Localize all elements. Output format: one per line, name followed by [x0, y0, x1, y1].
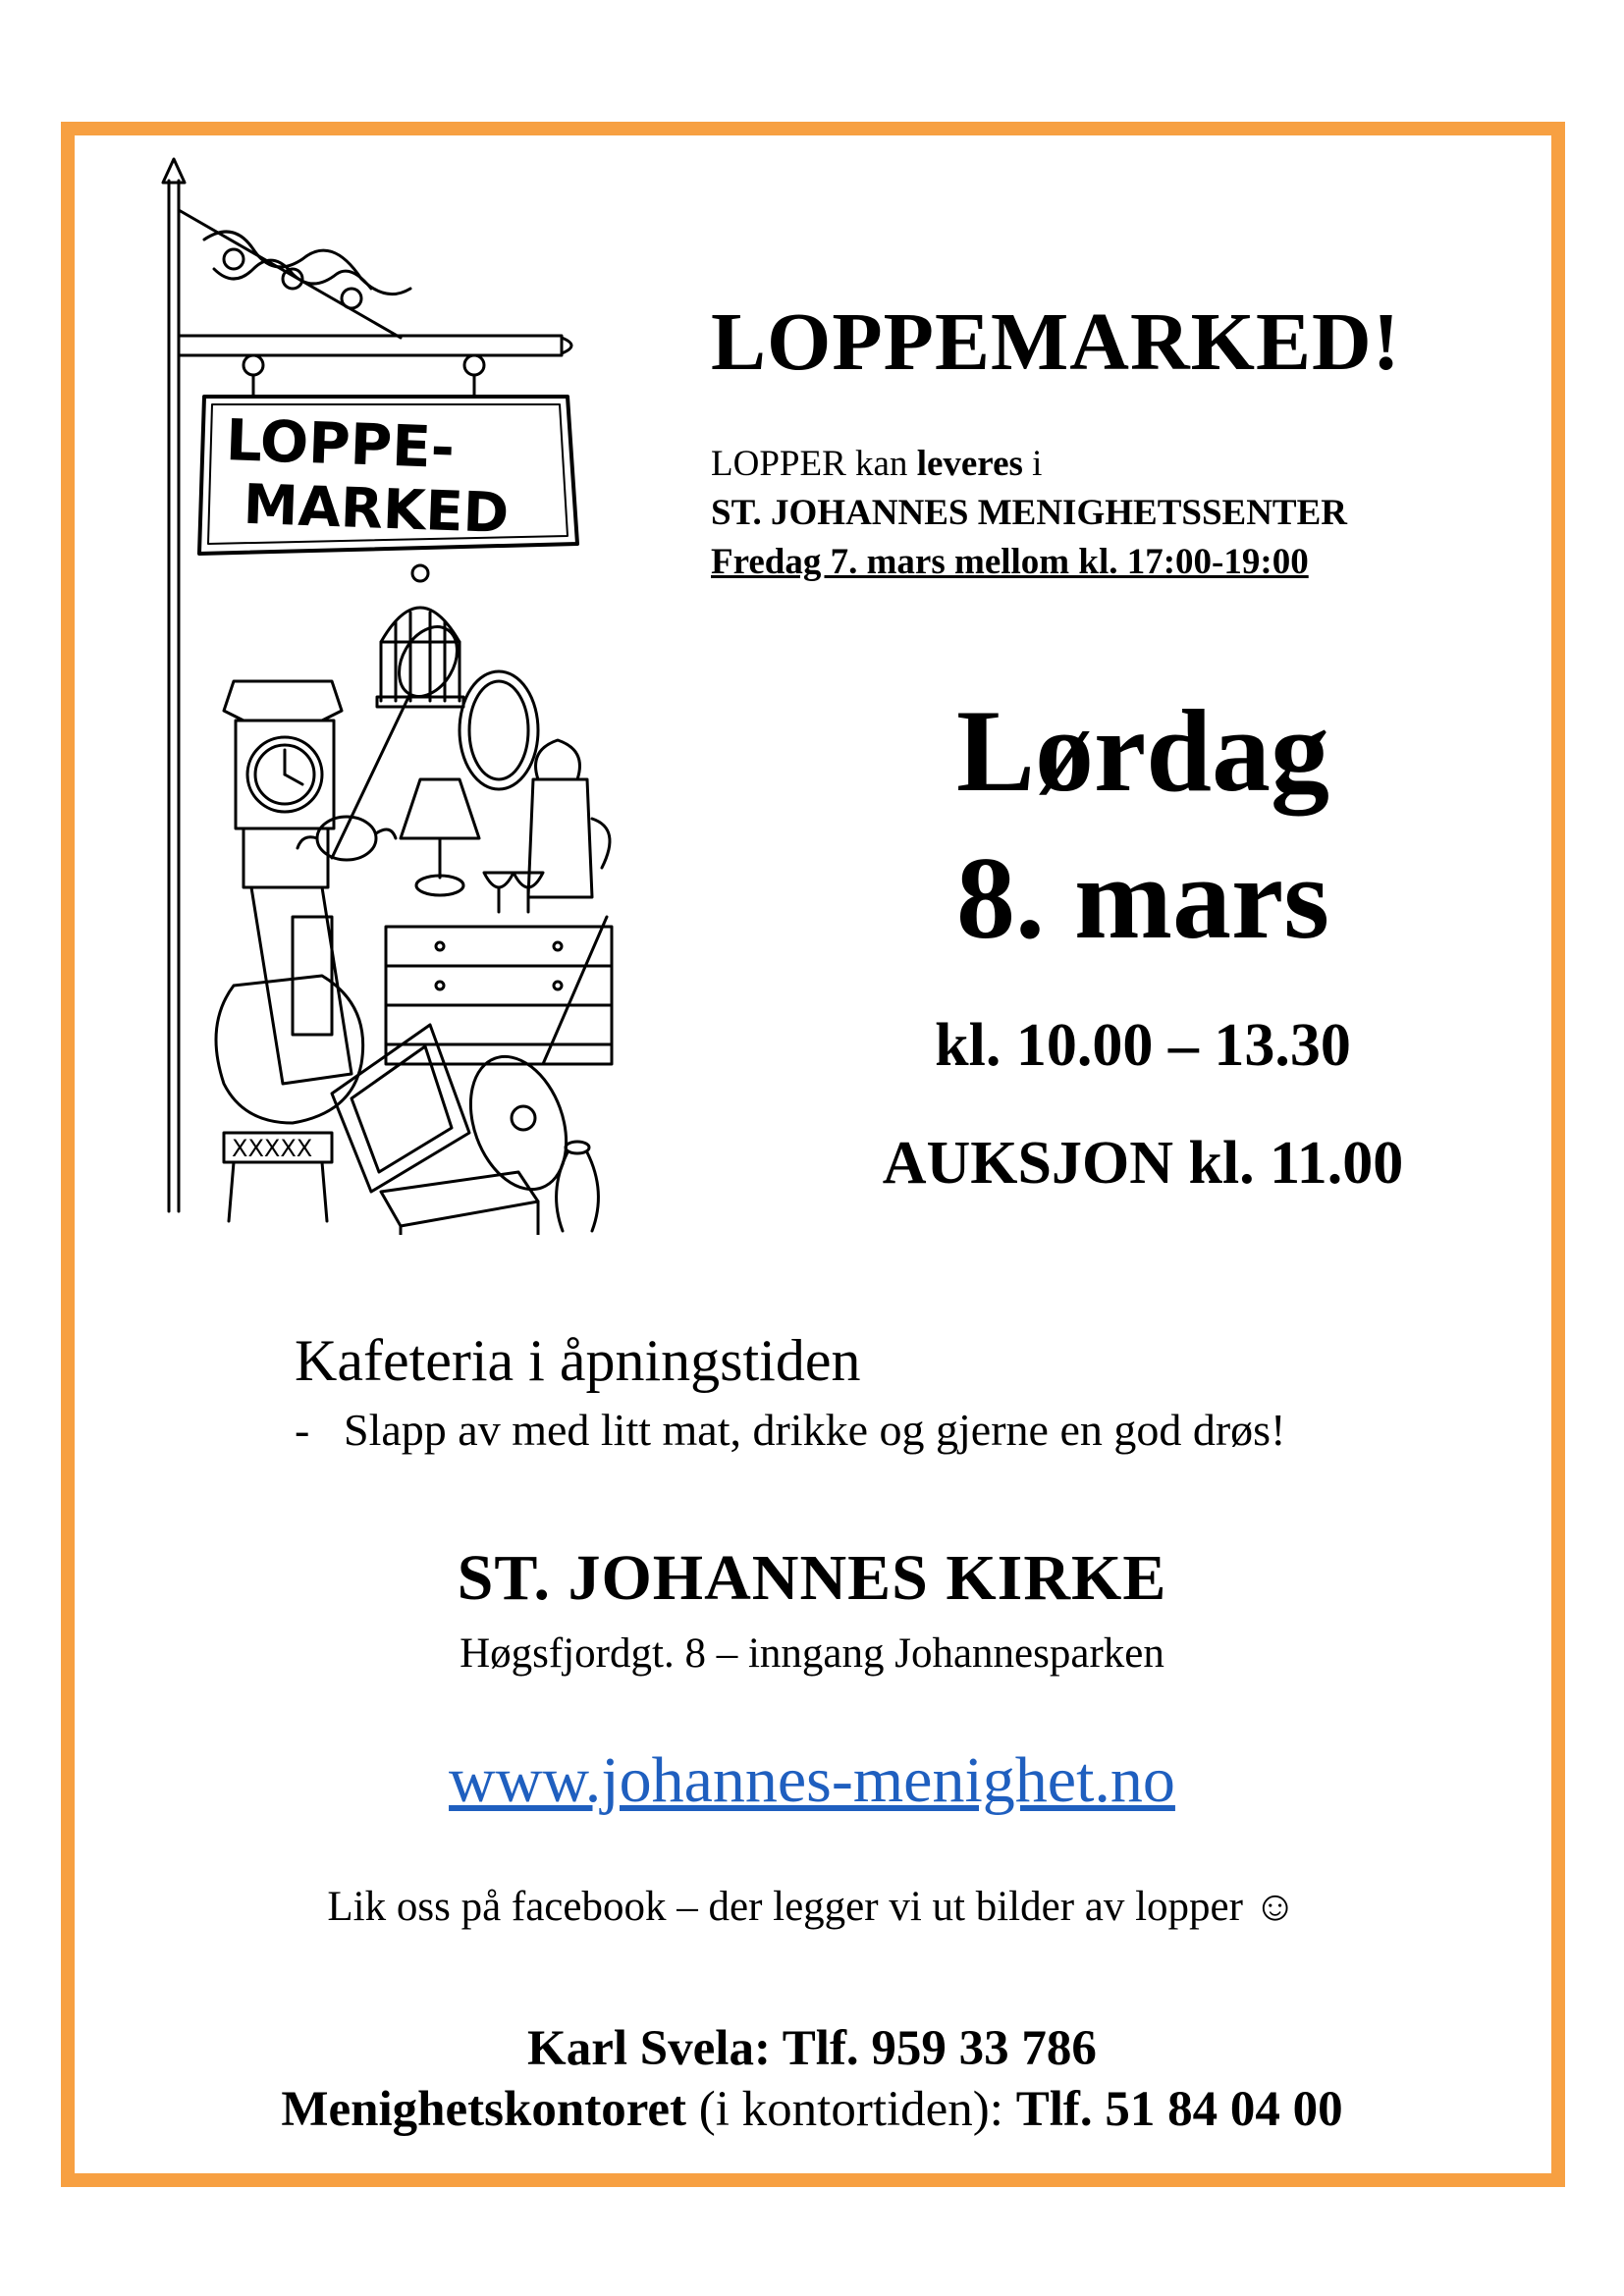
delivery-location [711, 489, 1347, 538]
delivery-line1 [711, 440, 1347, 489]
flea-market-illustration [145, 151, 632, 1235]
delivery-time-text: Fredag 7. mars mellom kl. 17:00-19:00 [711, 542, 1309, 582]
auction-time: AUKSJON kl. 11.00 [882, 1130, 1404, 1197]
event-time: kl. 10.00 – 13.30 [935, 1012, 1351, 1079]
event-day: 8. mars [956, 832, 1329, 963]
office-hours-note: (i kontortiden): [686, 2082, 1016, 2137]
delivery-suffix: i [1022, 444, 1043, 484]
contact-office [0, 2081, 1624, 2138]
sign-line1: LOPPE- [224, 406, 457, 482]
event-weekday: Lørdag [955, 685, 1330, 816]
facebook-note: Lik oss på facebook – der legger vi ut bilder av lopper ☺ [327, 1884, 1297, 1930]
list-dash: - [295, 1405, 310, 1455]
poster-title: LOPPEMARKED! [711, 296, 1401, 388]
website-link-wrap [0, 1743, 1624, 1818]
delivery-prefix: LOPPER kan [711, 444, 917, 484]
sign-line2: MARKED [242, 472, 511, 547]
delivery-info [711, 440, 1347, 587]
cafe-title: Kafeteria i åpningstiden [295, 1328, 861, 1393]
contact-karl: Karl Svela: Tlf. 959 33 786 [527, 2021, 1097, 2076]
office-name: Menighetskontoret [281, 2082, 687, 2137]
delivery-location-text: ST. JOHANNES MENIGHETSSENTER [711, 493, 1348, 533]
website-link[interactable]: www.johannes-menighet.no [449, 1744, 1175, 1816]
delivery-time [711, 538, 1347, 587]
event-date [711, 677, 1575, 972]
church-name: ST. JOHANNES KIRKE [457, 1542, 1167, 1614]
cafe-description [295, 1404, 1285, 1456]
cafe-text: Slapp av med litt mat, drikke og gjerne en god drøs! [344, 1405, 1286, 1455]
svg-text:XXXXX: XXXXX [232, 1135, 313, 1162]
church-address: Høgsfjordgt. 8 – inngang Johannesparken [460, 1630, 1164, 1677]
office-phone: Tlf. 51 84 04 00 [1015, 2082, 1343, 2137]
delivery-verb: leveres [916, 444, 1023, 484]
